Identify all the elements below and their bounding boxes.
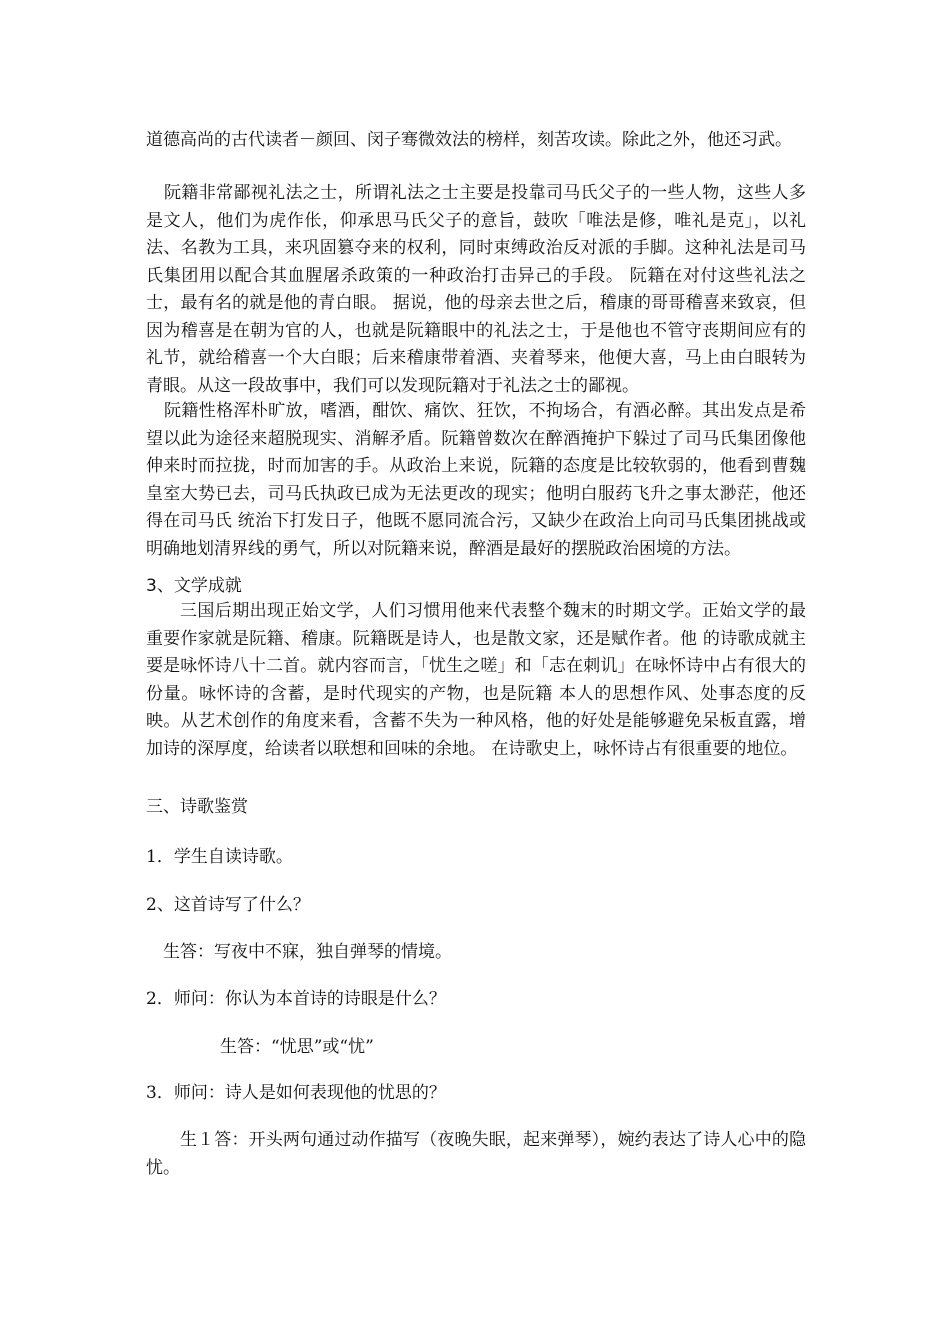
answer-4: 生１答：开头两句通过动作描写（夜晚失眠，起来弹琴），婉约表达了诗人心中的隐忧。 [146,1130,806,1178]
paragraph-study: 道德高尚的古代读者－颜回、闵子骞微效法的榜样，刻苦攻读。除此之外，他还习武。 [146,130,792,150]
paragraph-ritual-scholars: 阮籍非常鄙视礼法之士，所谓礼法之士主要是投靠司马氏父子的一些人物，这些人多是文人，他们为虎作伥，仰承思马氏父子的意旨，鼓吹「唯法是修，唯礼是克」，以礼法、名教为工具，来巩固篡夺来的权利，同时束缚政治反对派的手脚。这种礼法是司马氏集团用以配合其血腥屠杀政策的一种政治打击异己的手段。 阮籍在对付这些礼法之士，最有名的就是他的青白眼。 据说，他的母亲去世之后，稽康的哥哥稽喜来致哀，但因为稽喜是在朝为官的人，也就是阮籍眼中的礼法之士，于是他也不管守丧期间应有的礼节，就给稽喜一个大白眼；后来稽康带着酒、夹着琴来，他便大喜，马上由白眼转为青眼。从这一段故事中，我们可以发现阮籍对于礼法之士的鄙视。 [146,183,806,396]
paragraph-zhengshi-literature: 三国后期出现正始文学，人们习惯用他来代表整个魏末的时期文学。正始文学的最重要作家就是阮籍、稽康。阮籍既是诗人，也是散文家，还是赋作者。他 的诗歌成就主要是咏怀诗八十二首。就内容而言，「忧生之嗟」和「志在刺讥」在咏怀诗中占有很大的份量。咏怀诗的含蓄，是时代现实的产物，也是阮籍 本人的思想作风、处事态度的反映。从艺术创作的角度来看，含蓄不失为一种风格，他的好处是能够避免呆板直露，增加诗的深厚度，给读者以联想和回味的余地。 在诗歌史上，咏怀诗占有很重要的地位。 [146,601,806,759]
answer-2: 生答：写夜中不寐，独自弹琴的情境。 [163,942,452,962]
section-title-poem-appreciation: 三、诗歌鉴赏 [146,797,248,817]
heading-literary-achievement: 3、文学成就 [146,576,242,596]
question-2: 2、这首诗写了什么？ [146,895,310,915]
answer-3: 生答：“忧思”或“忧” [220,1037,374,1057]
question-3: 2．师问：你认为本首诗的诗眼是什么？ [146,989,446,1009]
question-1: 1．学生自读诗歌。 [146,847,293,867]
paragraph-drinking: 阮籍性格浑朴旷放，嗜酒，酣饮、痛饮、狂饮，不拘场合，有酒必醉。其出发点是希望以此为途径来超脱现实、消解矛盾。阮籍曾数次在醉酒掩护下躲过了司马氏集团像他伸来时而拉拢，时而加害的手。从政治上来说，阮籍的态度是比较软弱的，他看到曹魏皇室大势已去，司马氏执政已成为无法更改的现实；他明白服药飞升之事太渺茫，他还得在司马氏 统治下打发日子，他既不愿同流合污，又缺少在政治上向司马氏集团挑战或明确地划清界线的勇气，所以对阮籍来说，醉酒是最好的摆脱政治困境的方法。 [146,401,806,559]
question-4: 3．师问：诗人是如何表现他的忧思的？ [146,1083,446,1103]
